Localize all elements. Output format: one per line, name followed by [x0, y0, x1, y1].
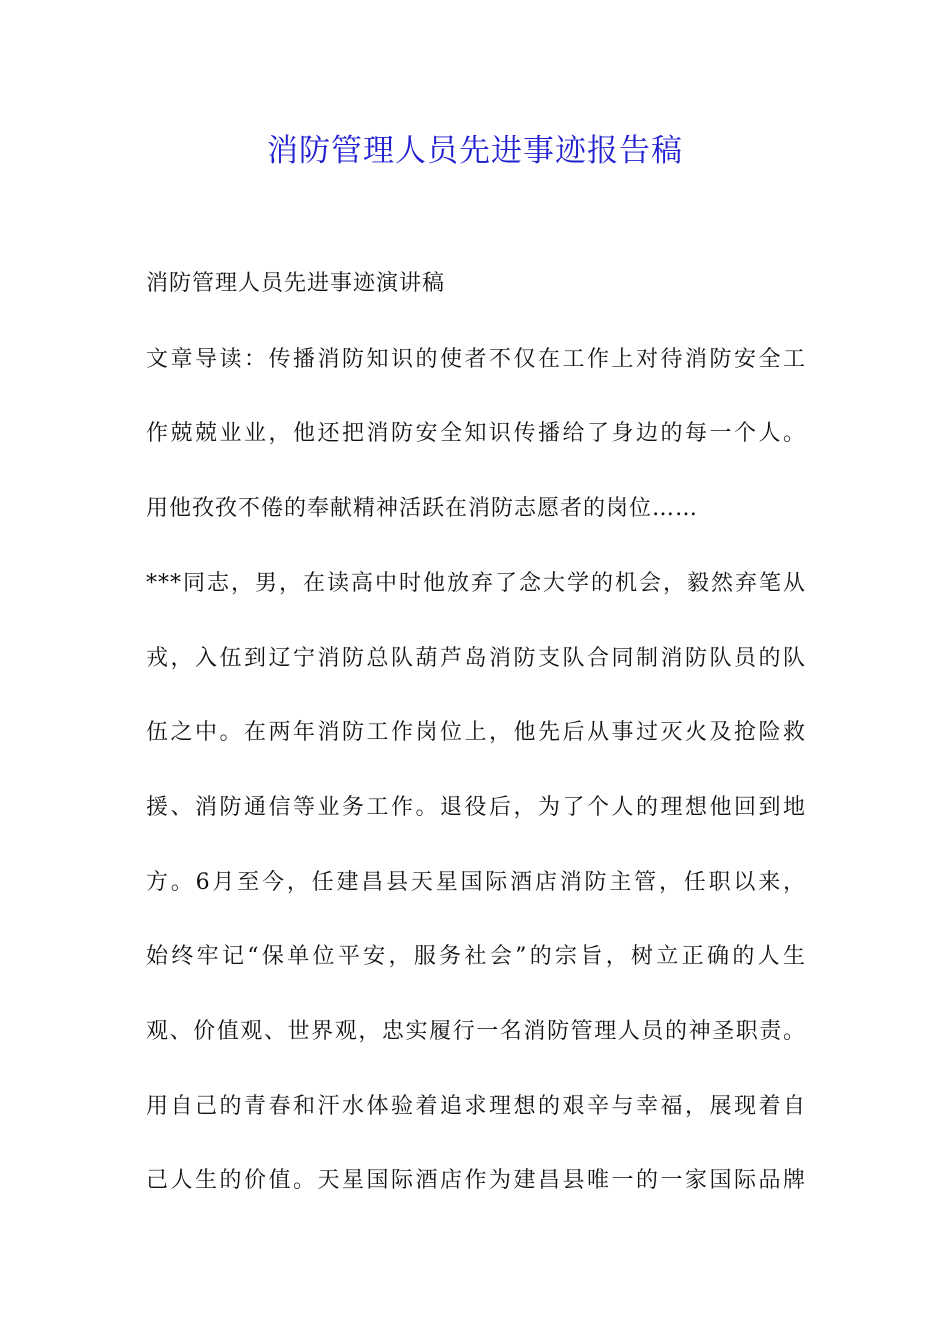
paragraph-line: 援、消防通信等业务工作。退役后，为了个人的理想他回到地	[146, 795, 806, 820]
paragraph-line: 始终牢记“保单位平安，服务社会”的宗旨，树立正确的人生	[146, 944, 806, 969]
paragraph-line: 戎，入伍到辽宁消防总队葫芦岛消防支队合同制消防队员的队	[146, 646, 806, 671]
paragraph-line: 方。6月至今，任建昌县天星国际酒店消防主管，任职以来，	[146, 870, 806, 895]
paragraph-line: 己人生的价值。天星国际酒店作为建昌县唯一的一家国际品牌	[146, 1168, 806, 1193]
paragraph-line: 用他孜孜不倦的奉献精神活跃在消防志愿者的岗位……	[146, 496, 699, 521]
paragraph-line: 用自己的青春和汗水体验着追求理想的艰辛与幸福，展现着自	[146, 1094, 806, 1119]
document-title: 消防管理人员先进事迹报告稿	[267, 133, 683, 169]
paragraph-line: 观、价值观、世界观，忠实履行一名消防管理人员的神圣职责。	[146, 1019, 806, 1044]
paragraph-line: 文章导读：传播消防知识的使者不仅在工作上对待消防安全工	[146, 347, 806, 372]
paragraph-line: 作兢兢业业，他还把消防安全知识传播给了身边的每一个人。	[146, 421, 806, 446]
paragraph-line: ***同志，男，在读高中时他放弃了念大学的机会，毅然弃笔从	[146, 571, 806, 596]
subtitle-line: 消防管理人员先进事迹演讲稿	[146, 271, 446, 296]
paragraph-line: 伍之中。在两年消防工作岗位上，他先后从事过灭火及抢险救	[146, 720, 806, 745]
